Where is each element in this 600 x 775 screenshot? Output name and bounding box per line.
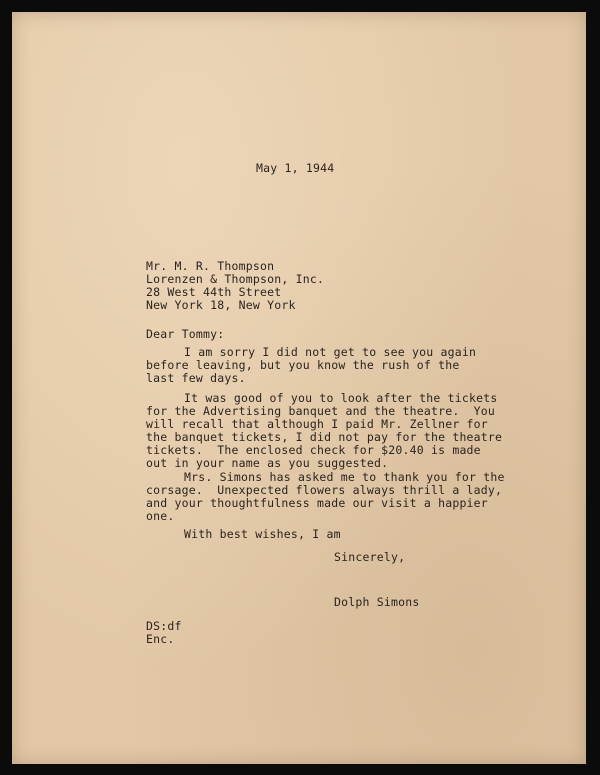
recipient-company: Lorenzen & Thompson, Inc.	[146, 272, 325, 286]
paragraph3-line2: corsage. Unexpected flowers always thrill a lady,	[146, 483, 503, 497]
closing-wishes: With best wishes, I am	[184, 527, 341, 541]
recipient-name: Mr. M. R. Thompson	[146, 259, 275, 273]
signer-name: Dolph Simons	[334, 595, 420, 609]
paragraph3-line3: and your thoughtfulness made our visit a happier	[146, 496, 488, 510]
paragraph2-line4: the banquet tickets, I did not pay for the theatre	[146, 430, 503, 444]
letter-date: May 1, 1944	[256, 161, 335, 175]
closing: Sincerely,	[334, 550, 406, 564]
recipient-street: 28 West 44th Street	[146, 285, 282, 299]
paragraph1-line2: before leaving, but you know the rush of the	[146, 358, 460, 372]
enclosure-note: Enc.	[146, 632, 175, 646]
salutation: Dear Tommy:	[146, 327, 225, 341]
paragraph3-line4: one.	[146, 509, 175, 523]
paragraph2-line2: for the Advertising banquet and the theatre. You	[146, 404, 496, 418]
paragraph2-line1: It was good of you to look after the tickets	[184, 391, 498, 405]
typist-initials: DS:df	[146, 619, 182, 633]
recipient-city: New York 18, New York	[146, 298, 296, 312]
paragraph1-line3: last few days.	[146, 371, 246, 385]
paragraph3-line1: Mrs. Simons has asked me to thank you for the	[184, 470, 505, 484]
paragraph2-line3: will recall that although I paid Mr. Zellner for	[146, 417, 488, 431]
paragraph2-line6: out in your name as you suggested.	[146, 456, 389, 470]
letter-page	[12, 12, 586, 764]
paragraph2-line5: tickets. The enclosed check for $20.40 is made	[146, 443, 481, 457]
paragraph1-line1: I am sorry I did not get to see you again	[184, 345, 477, 359]
